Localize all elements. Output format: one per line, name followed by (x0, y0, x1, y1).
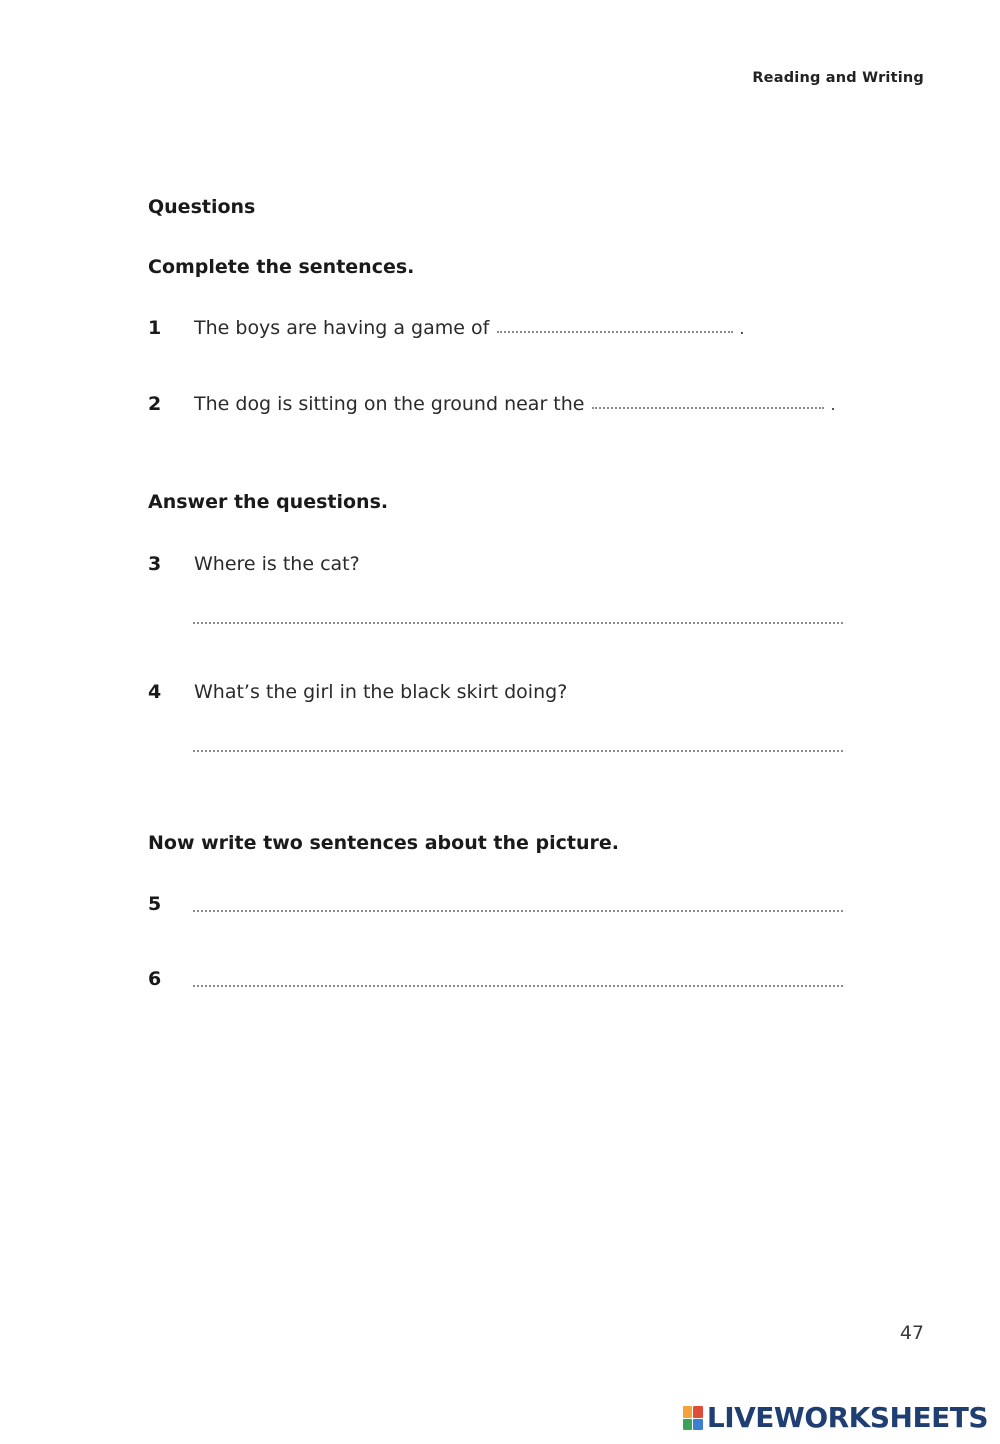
answer-line-4[interactable] (193, 750, 843, 752)
question-number-4: 4 (148, 681, 162, 703)
section-header: Reading and Writing (752, 70, 924, 86)
question-2-text: The dog is sitting on the ground near the (194, 393, 585, 415)
logo-square (693, 1406, 703, 1418)
answer-line-3[interactable] (193, 622, 843, 624)
question-3-text: Where is the cat? (194, 553, 360, 575)
question-number-3: 3 (148, 553, 162, 575)
logo-square (683, 1406, 693, 1418)
brand-wordmark: LIVEWORKSHEETS (706, 1401, 988, 1434)
page-number: 47 (899, 1322, 924, 1344)
logo-square (683, 1419, 693, 1431)
question-number-2: 2 (148, 393, 162, 415)
answer-blank-1[interactable] (497, 317, 733, 333)
answer-line-5[interactable] (193, 910, 843, 912)
worksheet-title: Questions (148, 196, 256, 218)
question-1 (194, 317, 744, 339)
complete-instruction: Complete the sentences. (148, 256, 415, 278)
question-number-6: 6 (148, 968, 162, 990)
liveworksheets-brand (683, 1401, 988, 1434)
answer-blank-2[interactable] (592, 393, 824, 409)
question-1-text: The boys are having a game of (194, 317, 490, 339)
question-number-1: 1 (148, 317, 162, 339)
question-4-text: What’s the girl in the black skirt doing? (194, 681, 568, 703)
answer-instruction: Answer the questions. (148, 491, 389, 513)
question-2-period: . (830, 395, 836, 414)
answer-line-6[interactable] (193, 985, 843, 987)
write-instruction: Now write two sentences about the picture. (148, 832, 620, 854)
logo-square (693, 1419, 703, 1431)
liveworksheets-logo-icon (683, 1406, 703, 1430)
question-2 (194, 393, 836, 415)
question-1-period: . (739, 319, 745, 338)
question-number-5: 5 (148, 893, 162, 915)
